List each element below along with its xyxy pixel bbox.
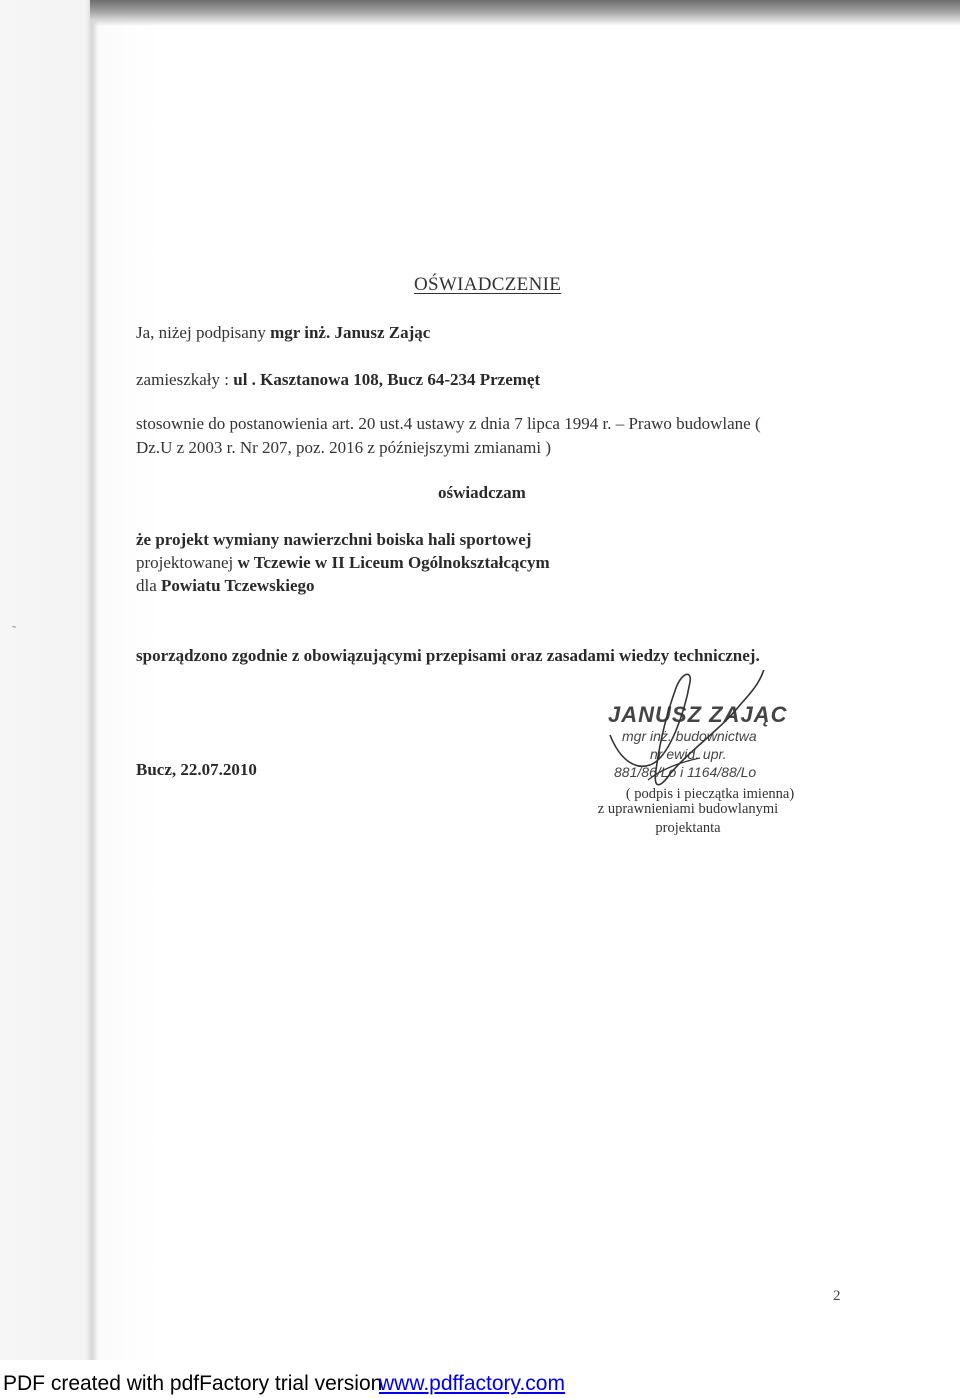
footer-text: PDF created with pdfFactory trial version: [3, 1372, 383, 1395]
document-title: OŚWIADCZENIE: [414, 274, 562, 295]
signer-name: mgr inż. Janusz Zając: [270, 323, 431, 342]
address-label: zamieszkały :: [136, 370, 229, 389]
conclusion-text: sporządzono zgodnie z obowiązującymi przepisami oraz zasadami wiedzy technicznej.: [136, 646, 760, 665]
project-line-3: [136, 576, 315, 596]
scan-speck-icon: ˜: [12, 623, 16, 637]
legal-line-2: Dz.U z 2003 r. Nr 207, poz. 2016 z późniejszymi zmianami ): [136, 438, 551, 457]
declare-text: oświadczam: [438, 483, 526, 502]
signature-block: [590, 670, 840, 820]
footer-link[interactable]: www.pdffactory.com: [379, 1372, 565, 1395]
binding-shadow: [86, 0, 98, 1360]
project-line-1-text: że projekt wymiany nawierzchni boiska hali sportowej: [136, 530, 532, 549]
scan-top-edge: [90, 0, 960, 26]
place-date-text: Bucz, 22.07.2010: [136, 760, 257, 779]
legal-line-1: stosownie do postanowienia art. 20 ust.4 ustawy z dnia 7 lipca 1994 r. – Prawo budowlane (: [136, 414, 761, 433]
project-line-3-prefix: dla: [136, 576, 157, 595]
stamp-reg-label: nr ewid. upr.: [650, 746, 727, 762]
project-line-3-bold: Powiatu Tczewskiego: [161, 576, 315, 595]
stamp-profession: mgr inż. budownictwa: [622, 728, 757, 744]
pdf-footer: [0, 1360, 960, 1398]
caption-line-3: projektanta: [655, 820, 721, 836]
page-number: 2: [833, 1288, 841, 1304]
caption-line-1: ( podpis i pieczątka imienna): [625, 786, 795, 802]
declare-heading: [438, 483, 526, 503]
signer-intro: Ja, niżej podpisany: [136, 323, 266, 342]
address-value: ul . Kasztanowa 108, Bucz 64-234 Przemęt: [233, 370, 541, 389]
stamp-name: JANUSZ ZAJĄC: [608, 702, 788, 727]
project-line-2-prefix: projektowanej: [136, 553, 234, 572]
place-date: [136, 760, 257, 780]
stamp-reg-number: 881/86/Lo i 1164/88/Lo: [614, 764, 757, 780]
caption-line-2: z uprawnieniami budowlanymi: [597, 801, 779, 817]
project-line-2: [136, 553, 550, 573]
signer-line: [136, 323, 430, 343]
project-line-1: [136, 530, 531, 550]
conclusion-line: [136, 646, 760, 666]
address-line: [136, 370, 540, 390]
project-line-2-bold: w Tczewie w II Liceum Ogólnokształcącym: [237, 553, 550, 572]
